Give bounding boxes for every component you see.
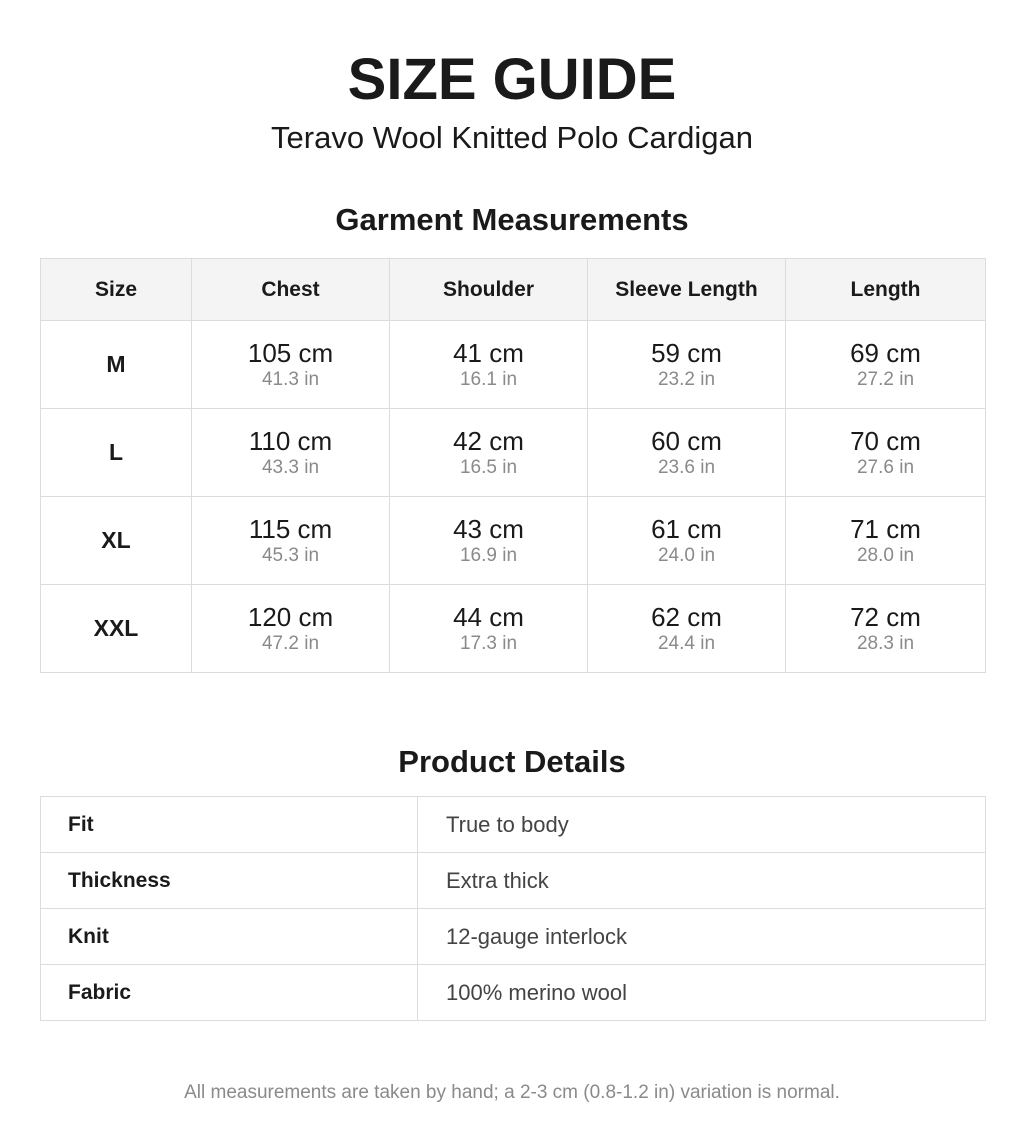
measurement-cell [192, 409, 390, 497]
detail-label: Fabric [41, 965, 418, 1021]
measurement-footnote: All measurements are taken by hand; a 2-3 cm (0.8-1.2 in) variation is normal. [184, 1082, 840, 1103]
value-in: 27.6 in [856, 456, 915, 478]
measurement-cell [192, 321, 390, 409]
column-header-shoulder: Shoulder [390, 259, 588, 321]
measurement-cell [390, 497, 588, 585]
measurement-cell [786, 409, 986, 497]
measurement-cell [192, 585, 390, 673]
detail-label: Thickness [41, 853, 418, 909]
measurement-cell [588, 585, 786, 673]
measurement-cell [588, 497, 786, 585]
value-in: 17.3 in [459, 632, 518, 654]
value-cm: 43 cm [453, 513, 524, 544]
value-cm: 70 cm [850, 425, 921, 456]
value-in: 27.2 in [856, 368, 915, 390]
measurement-cell [192, 497, 390, 585]
table-row [41, 321, 986, 409]
value-in: 28.3 in [856, 632, 915, 654]
measurement-cell [786, 321, 986, 409]
value-in: 43.3 in [261, 456, 320, 478]
value-in: 47.2 in [261, 632, 320, 654]
value-in: 16.9 in [459, 544, 518, 566]
column-header-size: Size [41, 259, 192, 321]
value-in: 45.3 in [261, 544, 320, 566]
detail-value: 12-gauge interlock [418, 909, 986, 965]
measurement-cell [588, 409, 786, 497]
value-in: 41.3 in [261, 368, 320, 390]
value-in: 23.2 in [657, 368, 716, 390]
value-cm: 72 cm [850, 601, 921, 632]
detail-value: 100% merino wool [418, 965, 986, 1021]
column-header-length: Length [786, 259, 986, 321]
value-in: 28.0 in [856, 544, 915, 566]
page-title: SIZE GUIDE [347, 47, 677, 112]
value-cm: 60 cm [651, 425, 722, 456]
measurement-cell [588, 321, 786, 409]
table-row [41, 853, 986, 909]
measurement-cell [786, 497, 986, 585]
table-row [41, 409, 986, 497]
value-in: 16.1 in [459, 368, 518, 390]
table-row [41, 497, 986, 585]
measurement-cell [390, 409, 588, 497]
product-details-table [40, 796, 986, 1021]
product-details-heading: Product Details [398, 744, 626, 779]
measurement-cell [786, 585, 986, 673]
value-cm: 110 cm [248, 425, 333, 456]
measurements-table [40, 258, 986, 673]
value-cm: 71 cm [850, 513, 921, 544]
detail-value: True to body [418, 797, 986, 853]
value-cm: 69 cm [850, 337, 921, 368]
size-label: M [41, 321, 192, 409]
measurement-cell [390, 321, 588, 409]
column-header-sleeve-length: Sleeve Length [588, 259, 786, 321]
product-name: Teravo Wool Knitted Polo Cardigan [271, 120, 753, 155]
value-cm: 115 cm [248, 513, 333, 544]
value-in: 24.0 in [657, 544, 716, 566]
detail-label: Knit [41, 909, 418, 965]
table-header-row [41, 259, 986, 321]
value-cm: 61 cm [651, 513, 722, 544]
table-row [41, 585, 986, 673]
size-label: XXL [41, 585, 192, 673]
garment-measurements-heading: Garment Measurements [335, 202, 689, 237]
size-label: XL [41, 497, 192, 585]
value-cm: 120 cm [247, 601, 334, 632]
size-label: L [41, 409, 192, 497]
detail-value: Extra thick [418, 853, 986, 909]
value-cm: 41 cm [453, 337, 524, 368]
value-cm: 42 cm [453, 425, 524, 456]
value-in: 23.6 in [657, 456, 716, 478]
table-row [41, 797, 986, 853]
value-in: 16.5 in [459, 456, 518, 478]
column-header-chest: Chest [192, 259, 390, 321]
detail-label: Fit [41, 797, 418, 853]
measurement-cell [390, 585, 588, 673]
value-cm: 62 cm [651, 601, 722, 632]
table-row [41, 909, 986, 965]
table-row [41, 965, 986, 1021]
value-cm: 105 cm [247, 337, 334, 368]
value-in: 24.4 in [657, 632, 716, 654]
value-cm: 59 cm [651, 337, 722, 368]
value-cm: 44 cm [453, 601, 524, 632]
